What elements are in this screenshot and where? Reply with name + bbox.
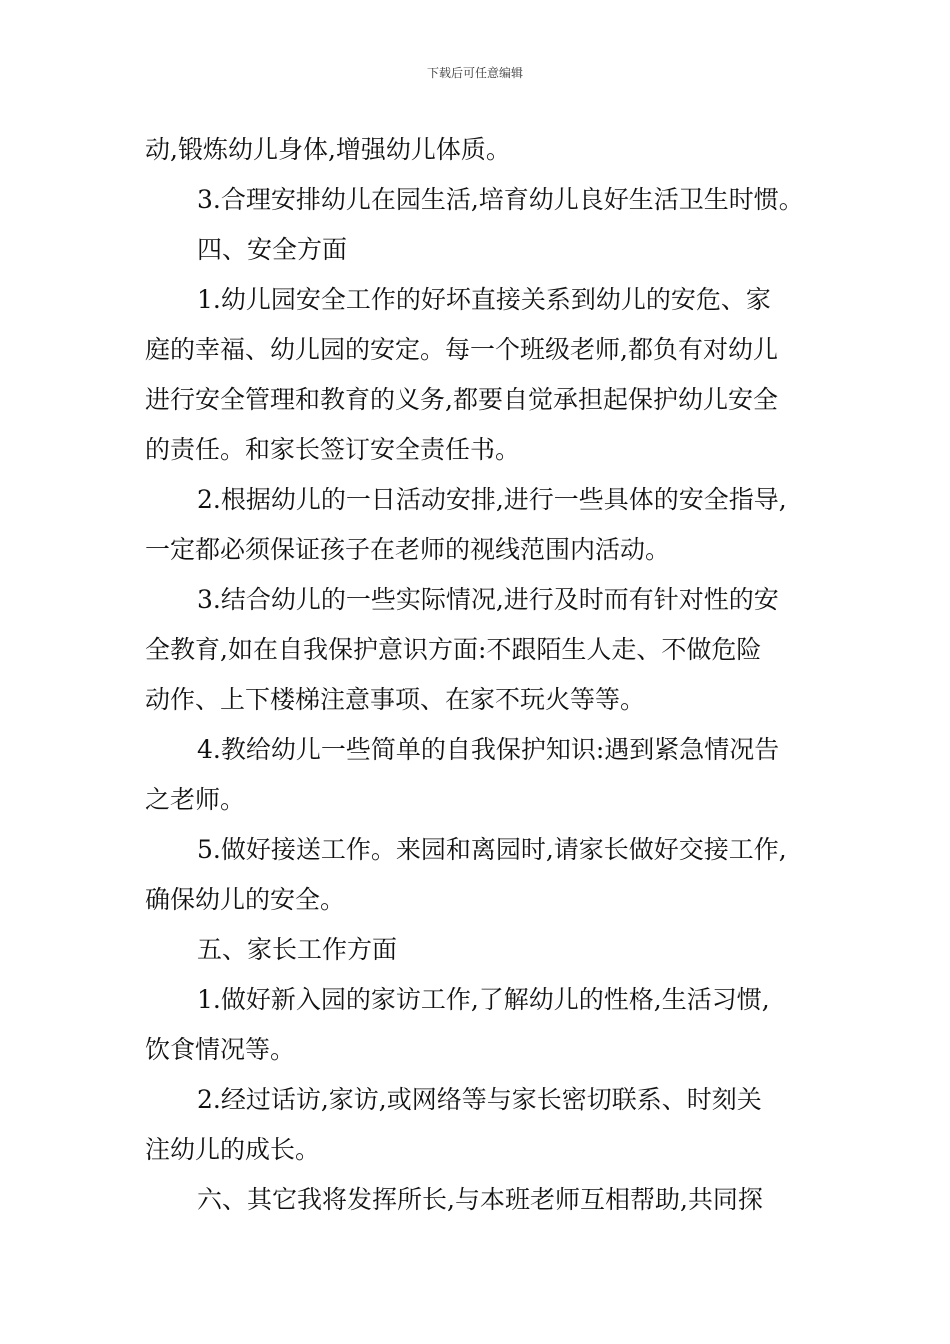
text-line: 1.幼儿园安全工作的好坏直接关系到幼儿的安危、家 [197, 285, 771, 314]
page-header: 下载后可任意编辑 [426, 66, 523, 80]
text-line: 之老师。 [145, 785, 246, 814]
text-line: 2.经过话访,家访,或网络等与家长密切联系、时刻关 [197, 1085, 762, 1114]
text-line: 动,锻炼幼儿身体,增强幼儿体质。 [145, 135, 511, 164]
document-body [145, 125, 813, 1225]
text-line: 五、家长工作方面 [197, 935, 398, 964]
text-line: 庭的幸福、幼儿园的安定。每一个班级老师,都负有对幼儿 [145, 335, 778, 364]
text-line: 进行安全管理和教育的义务,都要自觉承担起保护幼儿安全 [145, 385, 778, 414]
text-line: 2.根据幼儿的一日活动安排,进行一些具体的安全指导, [197, 485, 787, 514]
text-line: 四、安全方面 [197, 235, 348, 264]
text-line: 4.教给幼儿一些简单的自我保护知识:遇到紧急情况告 [197, 735, 780, 764]
text-line: 饮食情况等。 [145, 1035, 296, 1064]
text-line: 3.结合幼儿的一些实际情况,进行及时而有针对性的安 [197, 585, 779, 614]
text-line: 注幼儿的成长。 [145, 1135, 321, 1164]
text-line: 六、其它我将发挥所长,与本班老师互相帮助,共同探 [197, 1185, 763, 1214]
text-line: 1.做好新入园的家访工作,了解幼儿的性格,生活习惯, [197, 985, 770, 1014]
text-line: 5.做好接送工作。来园和离园时,请家长做好交接工作, [197, 835, 787, 864]
text-line: 的责任。和家长签订安全责任书。 [145, 435, 521, 464]
text-line: 3.合理安排幼儿在园生活,培育幼儿良好生活卫生时惯。 [197, 185, 804, 214]
text-line: 全教育,如在自我保护意识方面:不跟陌生人走、不做危险 [145, 635, 762, 664]
text-line: 确保幼儿的安全。 [145, 885, 346, 914]
text-line: 动作、上下楼梯注意事项、在家不玩火等等。 [145, 685, 646, 714]
text-line: 一定都必须保证孩子在老师的视线范围内活动。 [145, 535, 671, 564]
